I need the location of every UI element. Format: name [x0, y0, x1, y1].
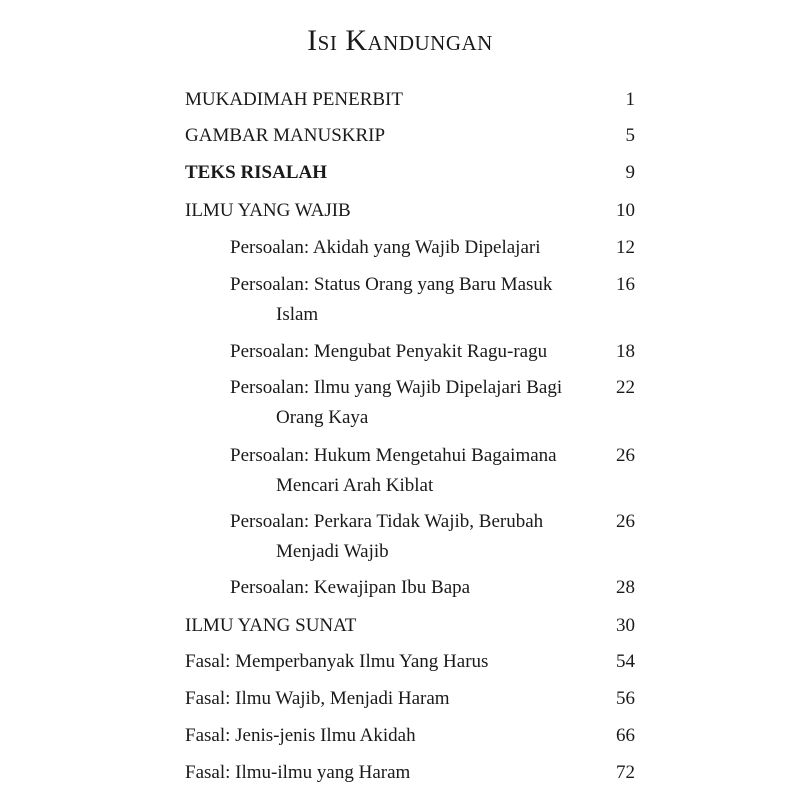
toc-entry-label: Fasal: Jenis-jenis Ilmu Akidah [185, 725, 416, 746]
toc-entry-ilmu-yang-wajib [185, 196, 635, 226]
toc-entry-jenis-ilmu-akidah [185, 721, 635, 751]
toc-entry-ilmu-yang-sunat [185, 611, 635, 641]
toc-entry-arah-kiblat [230, 441, 635, 501]
toc-entry-ilmu-orang-kaya [230, 373, 635, 433]
toc-entry-page-number: 28 [616, 577, 635, 598]
toc-entry-page-number: 12 [616, 237, 635, 258]
toc-entry-label: Persoalan: Ilmu yang Wajib Dipelajari Bagi Orang Kaya [230, 377, 563, 428]
toc-entry-label: TEKS RISALAH [185, 162, 328, 183]
toc-entry-label: Persoalan: Akidah yang Wajib Dipelajari [230, 237, 541, 258]
toc-entry-mukadimah-penerbit [185, 85, 635, 115]
toc-entry-akidah-wajib [230, 233, 635, 263]
toc-entry-teks-risalah [185, 158, 635, 188]
toc-entry-page-number: 26 [616, 445, 635, 466]
toc-entry-label: ILMU YANG WAJIB [185, 200, 351, 221]
toc-entry-perkara-tidak-wajib [230, 507, 635, 567]
toc-entry-page-number: 22 [616, 377, 635, 398]
toc-entry-label: Persoalan: Mengubat Penyakit Ragu-ragu [230, 341, 548, 362]
toc-entry-page-number: 1 [625, 89, 635, 110]
toc-entry-label: MUKADIMAH PENERBIT [185, 89, 403, 110]
toc-entry-ilmu-haram [185, 758, 635, 788]
toc-entry-page-number: 18 [616, 341, 635, 362]
toc-entry-label: Persoalan: Perkara Tidak Wajib, Berubah Menjadi Wajib [230, 511, 544, 562]
toc-entry-page-number: 16 [616, 274, 635, 295]
toc-entry-label: Persoalan: Status Orang yang Baru Masuk Islam [230, 274, 553, 325]
toc-entry-page-number: 10 [616, 200, 635, 221]
toc-entry-label: ILMU YANG SUNAT [185, 615, 357, 636]
toc-entry-label: Persoalan: Kewajipan Ibu Bapa [230, 577, 471, 598]
toc-entry-page-number: 54 [616, 651, 635, 672]
toc-entry-page-number: 30 [616, 615, 635, 636]
toc-entry-gambar-manuskrip [185, 121, 635, 151]
toc-entry-page-number: 5 [625, 125, 635, 146]
toc-entry-label: GAMBAR MANUSKRIP [185, 125, 386, 146]
toc-entry-label: Persoalan: Hukum Mengetahui Bagaimana Mencari Arah Kiblat [230, 445, 557, 496]
toc-entry-kewajipan-ibu-bapa [230, 573, 635, 603]
toc-entry-page-number: 72 [616, 762, 635, 783]
toc-entry-page-number: 66 [616, 725, 635, 746]
toc-entry-label: Fasal: Memperbanyak Ilmu Yang Harus [185, 651, 489, 672]
toc-entry-ilmu-wajib-haram [185, 684, 635, 714]
toc-entry-label: Fasal: Ilmu-ilmu yang Haram [185, 762, 411, 783]
toc-entry-page-number: 26 [616, 511, 635, 532]
toc-entry-status-orang-baru [230, 270, 635, 330]
toc-entry-memperbanyak-ilmu [185, 647, 635, 677]
toc-entry-page-number: 56 [616, 688, 635, 709]
toc-entry-label: Fasal: Ilmu Wajib, Menjadi Haram [185, 688, 450, 709]
page-title: Isi Kandungan [307, 24, 493, 58]
toc-entry-page-number: 9 [625, 162, 635, 183]
toc-entry-mengubat-ragu [230, 337, 635, 367]
